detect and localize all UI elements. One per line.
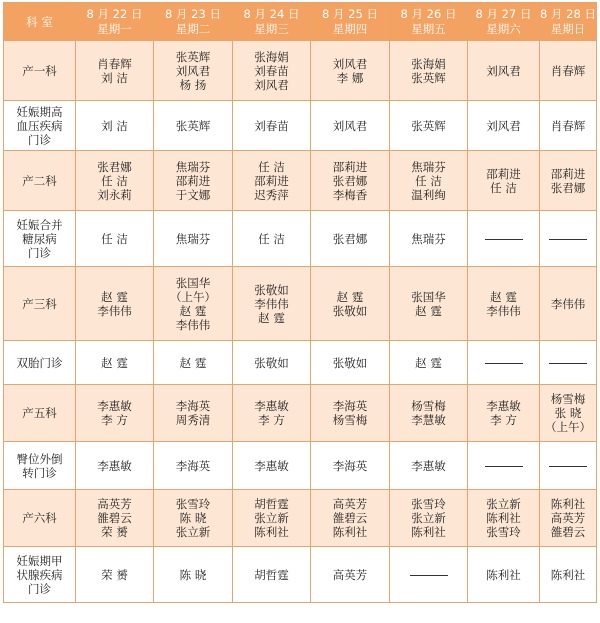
doctor-name: 杨雪梅 — [332, 413, 368, 427]
doctor-name: 李伟伟 — [254, 296, 289, 311]
doctor-name: 任 洁 — [490, 180, 517, 195]
duty-cell — [76, 385, 154, 442]
doctor-name: 陈利社 — [486, 567, 521, 582]
doctor-name: 荣 赟 — [101, 525, 128, 539]
duty-cell — [390, 151, 468, 211]
duty-cell — [468, 41, 540, 101]
doctor-name: （上午） — [545, 420, 591, 434]
dept-name-line: 产五科 — [22, 406, 57, 420]
doctor-name: 张雪玲 — [175, 497, 211, 511]
day-column-header — [76, 3, 154, 41]
doctor-name: 赵 霆 — [336, 289, 364, 304]
doctor-name: 赵 霆 — [415, 303, 442, 318]
duty-cell — [154, 41, 233, 101]
doctor-name: 张立新 — [175, 525, 211, 539]
duty-cell — [233, 490, 311, 547]
duty-cell — [311, 547, 390, 603]
duty-cell — [233, 151, 311, 211]
doctor-name: 邵莉进 — [550, 166, 586, 181]
doctor-name: 赵 霆 — [179, 355, 207, 370]
doctor-name: 张雪玲 — [486, 525, 521, 539]
schedule-row — [4, 442, 597, 490]
schedule-row — [4, 151, 597, 211]
duty-cell — [154, 490, 233, 547]
day-column-header — [540, 3, 597, 41]
duty-cell — [540, 151, 597, 211]
duty-cell — [468, 151, 540, 211]
duty-cell — [390, 547, 468, 603]
dept-name-line: 状腺疾病 — [16, 567, 63, 582]
doctor-name: 雒碧云 — [332, 511, 368, 525]
dash-line — [549, 239, 587, 240]
duty-cell — [468, 211, 540, 267]
day-date: 8 月 23 日 — [165, 6, 221, 21]
doctor-name: 李海英 — [332, 458, 368, 473]
doctor-name: 陈 晓 — [179, 567, 207, 582]
doctor-name: 刘永莉 — [97, 187, 132, 202]
doctor-name: 刘春苗 — [254, 63, 289, 78]
schedule-row — [4, 547, 597, 603]
duty-cell — [540, 101, 597, 151]
doctor-name: 焦瑞芬 — [411, 231, 446, 246]
duty-cell — [468, 341, 540, 385]
dept-name-cell — [4, 547, 76, 603]
doctor-name: 张君娜 — [332, 231, 368, 246]
no-duty-dash — [468, 356, 539, 370]
doctor-name: 赵 霆 — [179, 303, 207, 318]
duty-cell — [311, 385, 390, 442]
doctor-name: 于文娜 — [175, 187, 211, 202]
doctor-name: 李 方 — [258, 413, 285, 427]
doctor-name: 陈利社 — [254, 525, 289, 539]
doctor-name: 任 洁 — [101, 231, 128, 246]
duty-cell — [76, 490, 154, 547]
duty-cell — [540, 341, 597, 385]
duty-cell — [154, 267, 233, 341]
doctor-name: 赵 霆 — [101, 355, 128, 370]
dept-name-cell — [4, 341, 76, 385]
doctor-name: 陈利社 — [550, 497, 586, 511]
doctor-name: 张立新 — [411, 511, 446, 525]
duty-cell — [76, 151, 154, 211]
doctor-name: 肖春辉 — [550, 63, 586, 78]
no-duty-dash — [390, 568, 467, 582]
duty-cell — [76, 547, 154, 603]
day-weekday: 星期五 — [411, 21, 446, 36]
doctor-name: 李伟伟 — [486, 303, 521, 318]
doctor-name: 陈利社 — [411, 525, 446, 539]
doctor-name: 赵 霆 — [415, 355, 442, 370]
doctor-name: 张君娜 — [97, 159, 132, 174]
no-duty-dash — [540, 459, 596, 473]
doctor-name: 张敬如 — [254, 282, 289, 297]
duty-cell — [233, 547, 311, 603]
day-weekday: 星期二 — [175, 21, 211, 36]
doctor-name: 张立新 — [486, 497, 521, 511]
doctor-name: 邵莉进 — [254, 173, 289, 188]
duty-cell — [154, 101, 233, 151]
doctor-name: 陈利社 — [332, 525, 368, 539]
doctor-name: 雒碧云 — [550, 525, 586, 539]
duty-cell — [311, 267, 390, 341]
doctor-name: 张英辉 — [175, 49, 211, 64]
doctor-name: 肖春辉 — [97, 56, 132, 71]
doctor-name: 赵 霆 — [258, 310, 285, 325]
dept-name-line: 妊娠期高 — [16, 104, 63, 119]
doctor-name: 李惠敏 — [97, 458, 132, 473]
day-weekday: 星期四 — [332, 21, 368, 36]
duty-cell — [540, 442, 597, 490]
duty-cell — [390, 385, 468, 442]
doctor-name: 张敬如 — [332, 303, 368, 318]
doctor-name: 刘风君 — [486, 63, 521, 78]
doctor-name: 刘风君 — [486, 118, 521, 133]
day-date: 8 月 28 日 — [540, 6, 596, 21]
duty-cell — [390, 490, 468, 547]
no-duty-dash — [540, 356, 596, 370]
doctor-name: 李伟伟 — [550, 296, 586, 311]
doctor-name: 荣 赟 — [101, 567, 128, 582]
schedule-row — [4, 385, 597, 442]
doctor-name: 李海英 — [175, 458, 211, 473]
schedule-header — [4, 3, 597, 41]
schedule-row — [4, 211, 597, 267]
dash-line — [549, 466, 587, 467]
schedule-table — [3, 2, 597, 603]
duty-cell — [311, 490, 390, 547]
duty-cell — [468, 101, 540, 151]
doctor-name: 刘春苗 — [254, 118, 289, 133]
doctor-name: 张英辉 — [411, 118, 446, 133]
doctor-name: 雒碧云 — [97, 511, 132, 525]
no-duty-dash — [540, 232, 596, 246]
day-date: 8 月 25 日 — [322, 6, 378, 21]
doctor-name: 温利绚 — [411, 187, 446, 202]
dept-name-line: 产二科 — [22, 173, 57, 188]
dept-name-cell — [4, 490, 76, 547]
duty-cell — [233, 211, 311, 267]
duty-cell — [76, 267, 154, 341]
doctor-name: 陈利社 — [486, 511, 521, 525]
day-column-header — [154, 3, 233, 41]
duty-cell — [390, 211, 468, 267]
day-date: 8 月 26 日 — [400, 6, 457, 21]
doctor-name: 迟秀萍 — [254, 187, 289, 202]
day-column-header — [390, 3, 468, 41]
doctor-name: 杨雪梅 — [411, 399, 446, 413]
duty-cell — [468, 267, 540, 341]
duty-cell — [390, 101, 468, 151]
doctor-name: 任 洁 — [101, 173, 128, 188]
day-column-header — [233, 3, 311, 41]
doctor-name: 李伟伟 — [175, 317, 211, 332]
schedule-row — [4, 267, 597, 341]
dept-name-line: 妊娠合并 — [16, 217, 63, 232]
dept-name-line: 转门诊 — [22, 465, 57, 480]
duty-cell — [468, 442, 540, 490]
dept-column-label: 科 室 — [26, 14, 53, 29]
dept-column-header — [4, 3, 76, 41]
duty-cell — [154, 151, 233, 211]
doctor-name: 张君娜 — [550, 180, 586, 195]
duty-cell — [233, 385, 311, 442]
duty-cell — [233, 341, 311, 385]
duty-cell — [540, 547, 597, 603]
doctor-name: 杨 扬 — [179, 77, 207, 92]
doctor-name: 焦瑞芬 — [175, 231, 211, 246]
schedule-body — [4, 41, 597, 603]
duty-cell — [311, 341, 390, 385]
doctor-name: 李伟伟 — [97, 303, 132, 318]
duty-cell — [540, 41, 597, 101]
day-date: 8 月 27 日 — [475, 6, 532, 21]
doctor-name: 邵莉进 — [486, 166, 521, 181]
doctor-name: 高英芳 — [332, 497, 368, 511]
doctor-name: 任 洁 — [258, 159, 285, 174]
day-date: 8 月 24 日 — [243, 6, 300, 21]
duty-cell — [76, 41, 154, 101]
day-weekday: 星期三 — [254, 21, 289, 36]
doctor-name: 张君娜 — [332, 173, 368, 188]
doctor-name: 周秀清 — [175, 413, 211, 427]
doctor-name: 李惠敏 — [254, 458, 289, 473]
doctor-name: 陈 晓 — [179, 511, 207, 525]
duty-cell — [390, 41, 468, 101]
day-weekday: 星期一 — [97, 21, 132, 36]
doctor-name: 任 洁 — [258, 231, 285, 246]
duty-cell — [233, 267, 311, 341]
duty-cell — [468, 490, 540, 547]
schedule-row — [4, 341, 597, 385]
dept-name-line: 门诊 — [28, 245, 51, 260]
duty-cell — [540, 490, 597, 547]
duty-cell — [311, 211, 390, 267]
doctor-name: 任 洁 — [415, 173, 442, 188]
doctor-name: 邵莉进 — [175, 173, 211, 188]
dept-name-cell — [4, 41, 76, 101]
duty-cell — [311, 442, 390, 490]
doctor-name: 张英辉 — [175, 118, 211, 133]
dept-name-cell — [4, 211, 76, 267]
header-row — [4, 3, 597, 41]
dash-line — [485, 363, 523, 364]
dept-name-line: 糖尿病 — [22, 231, 57, 246]
duty-cell — [154, 211, 233, 267]
dept-name-line: 妊娠期甲 — [16, 553, 63, 568]
duty-cell — [540, 211, 597, 267]
dash-line — [485, 239, 523, 240]
dept-name-line: 门诊 — [28, 132, 51, 147]
duty-cell — [76, 101, 154, 151]
doctor-name: 张英辉 — [411, 70, 446, 85]
duty-cell — [233, 442, 311, 490]
no-duty-dash — [468, 232, 539, 246]
doctor-name: 焦瑞芬 — [175, 159, 211, 174]
duty-cell — [311, 41, 390, 101]
doctor-name: 李惠敏 — [254, 399, 289, 413]
day-date: 8 月 22 日 — [86, 6, 143, 21]
schedule-row — [4, 101, 597, 151]
doctor-name: 张国华 — [175, 275, 211, 290]
duty-cell — [390, 442, 468, 490]
dept-name-cell — [4, 151, 76, 211]
dept-name-line: 产三科 — [22, 296, 57, 311]
doctor-name: 张海娟 — [411, 56, 446, 71]
dept-name-line: 血压疾病 — [16, 118, 63, 133]
doctor-name: 高英芳 — [550, 511, 586, 525]
dept-name-cell — [4, 267, 76, 341]
doctor-name: 李惠敏 — [97, 399, 132, 413]
duty-cell — [154, 341, 233, 385]
duty-cell — [233, 41, 311, 101]
doctor-name: 刘风君 — [332, 56, 368, 71]
duty-cell — [154, 385, 233, 442]
doctor-name: 李 方 — [490, 413, 517, 427]
doctor-name: 陈利社 — [550, 567, 586, 582]
duty-cell — [76, 442, 154, 490]
doctor-name: 张 晓 — [554, 406, 582, 420]
doctor-name: 胡哲霆 — [254, 567, 289, 582]
doctor-name: 张敬如 — [332, 355, 368, 370]
duty-cell — [468, 385, 540, 442]
dash-line — [410, 575, 448, 576]
dept-name-cell — [4, 101, 76, 151]
doctor-name: 赵 霆 — [490, 289, 517, 304]
day-column-header — [468, 3, 540, 41]
doctor-name: 邵莉进 — [332, 159, 368, 174]
schedule-row — [4, 41, 597, 101]
duty-cell — [76, 211, 154, 267]
doctor-name: 高英芳 — [332, 567, 368, 582]
duty-cell — [390, 267, 468, 341]
doctor-name: 杨雪梅 — [550, 392, 586, 406]
doctor-name: 李梅香 — [332, 187, 368, 202]
schedule-row — [4, 490, 597, 547]
doctor-name: 张国华 — [411, 289, 446, 304]
dept-name-line: 产一科 — [22, 63, 57, 78]
duty-cell — [76, 341, 154, 385]
duty-cell — [540, 385, 597, 442]
doctor-name: 张敬如 — [254, 355, 289, 370]
doctor-name: 李 娜 — [336, 70, 364, 85]
duty-cell — [468, 547, 540, 603]
duty-cell — [311, 101, 390, 151]
duty-cell — [233, 101, 311, 151]
doctor-name: 刘风君 — [332, 118, 368, 133]
doctor-name: （上午） — [170, 289, 216, 304]
doctor-name: 胡哲霆 — [254, 497, 289, 511]
doctor-name: 焦瑞芬 — [411, 159, 446, 174]
duty-cell — [390, 341, 468, 385]
doctor-name: 李海英 — [332, 399, 368, 413]
duty-cell — [540, 267, 597, 341]
day-column-header — [311, 3, 390, 41]
doctor-name: 张立新 — [254, 511, 289, 525]
doctor-name: 刘 洁 — [101, 118, 128, 133]
dept-name-line: 双胎门诊 — [16, 355, 63, 370]
doctor-name: 肖春辉 — [550, 118, 586, 133]
dept-name-cell — [4, 442, 76, 490]
no-duty-dash — [468, 459, 539, 473]
doctor-name: 李惠敏 — [486, 399, 521, 413]
doctor-name: 李惠敏 — [411, 458, 446, 473]
dash-line — [549, 363, 587, 364]
duty-cell — [311, 151, 390, 211]
doctor-name: 刘风君 — [254, 77, 289, 92]
doctor-name: 李慧敏 — [411, 413, 446, 427]
doctor-name: 李海英 — [175, 399, 211, 413]
dept-name-line: 门诊 — [28, 581, 51, 596]
doctor-name: 李 方 — [101, 413, 128, 427]
duty-cell — [154, 547, 233, 603]
dash-line — [485, 466, 523, 467]
day-weekday: 星期日 — [550, 21, 586, 36]
doctor-name: 张海娟 — [254, 49, 289, 64]
dept-name-line: 产六科 — [22, 511, 57, 525]
doctor-name: 高英芳 — [97, 497, 132, 511]
doctor-name: 刘 洁 — [101, 70, 128, 85]
doctor-name: 赵 霆 — [101, 289, 128, 304]
doctor-name: 刘风君 — [175, 63, 211, 78]
dept-name-cell — [4, 385, 76, 442]
doctor-name: 张雪玲 — [411, 497, 446, 511]
duty-cell — [154, 442, 233, 490]
day-weekday: 星期六 — [486, 21, 521, 36]
dept-name-line: 臀位外倒 — [16, 451, 63, 466]
